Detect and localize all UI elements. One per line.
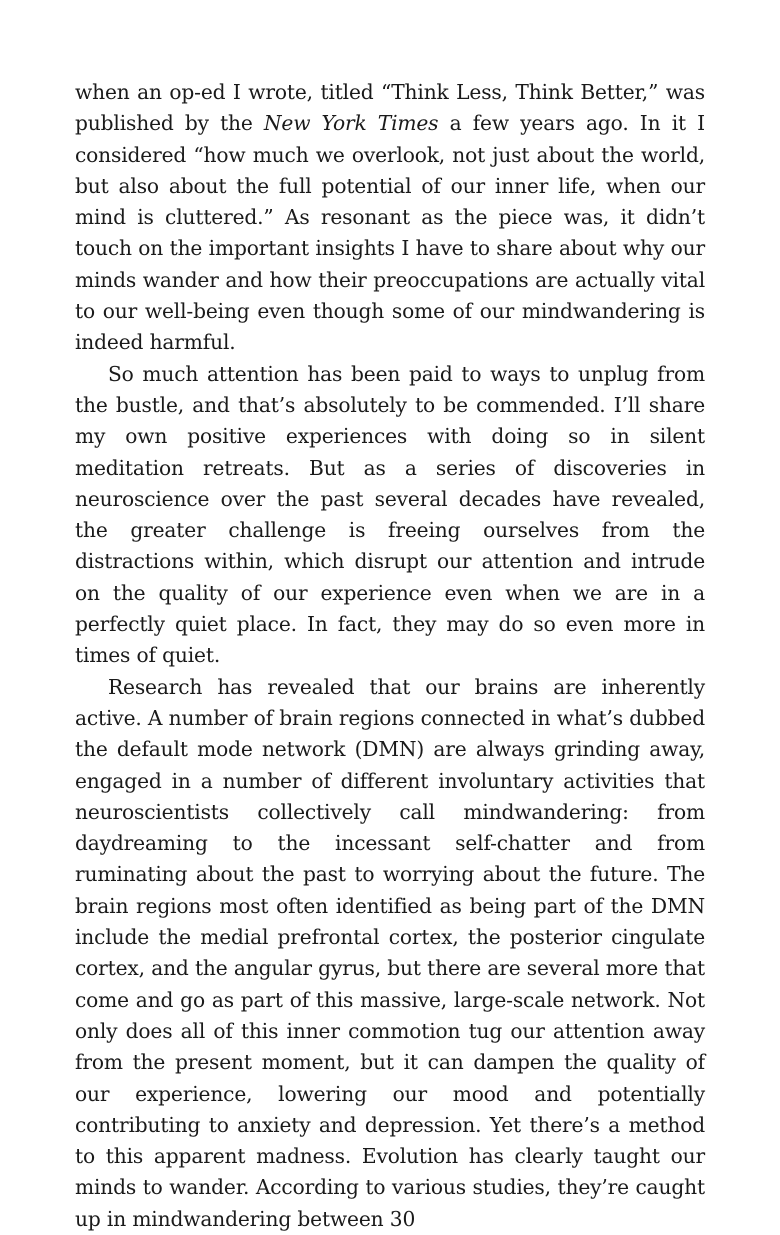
- paragraph-unplug: So much attention has been paid to ways to unplug from the bustle, and that’s absolutely to be commended. I’ll share my own positive experiences with doing so in silent meditation retreats. But as a series of discoveries in neuroscience over the past several decades have revealed, the greater challenge is freeing ourselves from the distractions within, which disrupt our attention and intrude on the quality of our experience even when we are in a perfectly quiet place. In fact, they may do so even more in times of quiet.: [75, 361, 705, 668]
- paragraph-text: when an op-ed I wrote, titled “Think Less, Think Better,” was published by the: [75, 80, 705, 136]
- book-page: [75, 77, 705, 1235]
- paragraph-continuation: [75, 77, 705, 359]
- paragraph-text: a few years ago. In it I considered “how much we overlook, not just about the world, but also about the full potential of our inner life, when our mind is cluttered.” As resonant as the piece was, it didn’t touch on the important insights I have to share about why our minds wander and how their preoccupations are actually vital to our well-being even though some of our mindwandering is indeed harmful.: [75, 111, 705, 355]
- newspaper-title: New York Times: [263, 111, 439, 136]
- paragraph-research: Research has revealed that our brains are inherently active. A number of brain regions connected in what’s dubbed the default mode network (DMN) are always grinding away, engaged in a number of different involuntary activities that neuroscientists collectively call mindwandering: from daydreaming to the incessant self-chatter and from ruminating about the past to worrying about the future. The brain regions most often identified as being part of the DMN include the medial prefrontal cortex, the posterior cingulate cortex, and the angular gyrus, but there are several more that come and go as part of this massive, large-scale network. Not only does all of this inner commotion tug our attention away from the present moment, but it can dampen the quality of our experience, lowering our mood and potentially contributing to anxiety and depression. Yet there’s a method to this apparent madness. Evolution has clearly taught our minds to wander. According to various studies, they’re caught up in mindwandering between 30: [75, 674, 706, 1231]
